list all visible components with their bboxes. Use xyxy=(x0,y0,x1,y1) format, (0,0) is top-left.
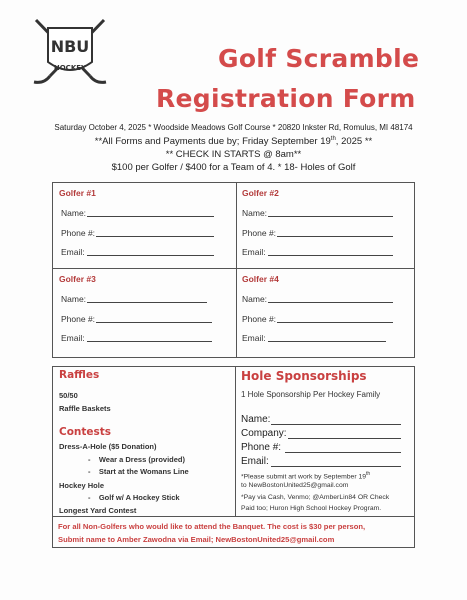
deadline-text: **All Forms and Payments due by; Friday September 19th, 2025 ** xyxy=(94,136,373,148)
sponsor-company-field[interactable] xyxy=(288,438,401,439)
contest-hockey-detail: - Golf w/ A Hockey Stick xyxy=(88,493,180,502)
golfer-1-email-field[interactable] xyxy=(87,255,214,256)
sponsor-name-field[interactable] xyxy=(271,424,401,425)
sponsor-phone-label: Phone #: xyxy=(241,442,282,453)
golfer-1-phone-field[interactable] xyxy=(96,236,214,237)
golfer-2-email-field[interactable] xyxy=(268,255,393,256)
contest-hockey-hole: Hockey Hole xyxy=(59,481,105,490)
banquet-note-2: Submit name to Amber Zawodna via Email; NewBostonUnited25@gmail.com xyxy=(58,535,335,544)
contest-dress-detail-2: - Start at the Womans Line xyxy=(88,467,189,476)
golfer-2-phone-field[interactable] xyxy=(277,236,393,237)
golfer-1-email-label: Email: xyxy=(61,247,85,257)
sponsorship-subtitle: 1 Hole Sponsorship Per Hockey Family xyxy=(241,390,381,399)
golfer-3-name-label: Name: xyxy=(61,294,87,304)
golfer-1-label: Golfer #1 xyxy=(59,188,96,198)
sponsor-note-4: Paid too; Huron High School Hockey Program. xyxy=(241,505,382,512)
golfer-1-name-field[interactable] xyxy=(87,216,214,217)
golfer-3-email-label: Email: xyxy=(61,333,85,343)
bottom-divider-v xyxy=(235,366,236,516)
sponsor-phone-field[interactable] xyxy=(285,452,401,453)
golfer-4-email-label: Email: xyxy=(242,333,266,343)
title-line-1: Golf Scramble xyxy=(218,44,420,73)
golfer-1-name-label: Name: xyxy=(61,208,87,218)
contest-longest-yard: Longest Yard Contest xyxy=(59,506,137,515)
golfer-1-phone-label: Phone #: xyxy=(61,228,96,238)
golfer-4-phone-field[interactable] xyxy=(277,322,393,323)
golfer-grid-divider-h xyxy=(52,268,415,269)
pricing-text: $100 per Golfer / $400 for a Team of 4. * 18- Holes of Golf xyxy=(111,162,356,173)
nbu-hockey-logo xyxy=(30,18,110,94)
sponsor-name-label: Name: xyxy=(241,414,271,425)
sponsor-note-2: to NewBostonUnited25@gmail.com xyxy=(241,482,349,489)
event-details: Saturday October 4, 2025 * Woodside Meadows Golf Course * 20820 Inkster Rd, Romulus, MI 48174 xyxy=(54,123,413,132)
golfer-grid xyxy=(52,182,415,358)
sponsor-email-field[interactable] xyxy=(271,466,401,467)
golfer-2-phone-label: Phone #: xyxy=(242,228,277,238)
logo-subtext: HOCKEY xyxy=(53,64,87,72)
sponsor-company-label: Company: xyxy=(241,428,287,439)
golfer-4-label: Golfer #4 xyxy=(242,274,279,284)
golfer-3-label: Golfer #3 xyxy=(59,274,96,284)
sponsor-note-3: *Pay via Cash, Venmo; @AmberLin84 OR Check xyxy=(241,494,390,501)
check-in-text: ** CHECK IN STARTS @ 8am** xyxy=(165,149,302,160)
golfer-4-email-field[interactable] xyxy=(268,341,386,342)
golfer-3-email-field[interactable] xyxy=(87,341,212,342)
golfer-2-label: Golfer #2 xyxy=(242,188,279,198)
golfer-4-name-field[interactable] xyxy=(268,302,393,303)
sponsorship-title: Hole Sponsorships xyxy=(241,369,367,383)
sponsor-email-label: Email: xyxy=(241,456,269,467)
logo-text: NBU xyxy=(50,37,90,56)
golfer-3-phone-field[interactable] xyxy=(96,322,212,323)
contest-dress-detail-1: - Wear a Dress (provided) xyxy=(88,455,185,464)
raffle-item-5050: 50/50 xyxy=(59,391,78,400)
banquet-note-1: For all Non-Golfers who would like to attend the Banquet. The cost is $30 per person, xyxy=(58,522,366,531)
golfer-4-phone-label: Phone #: xyxy=(242,314,277,324)
contests-title: Contests xyxy=(59,426,112,438)
golfer-2-name-label: Name: xyxy=(242,208,268,218)
sponsor-note-1: *Please submit art work by September 19th xyxy=(241,471,371,481)
golfer-grid-divider-v xyxy=(236,182,237,358)
golfer-4-name-label: Name: xyxy=(242,294,268,304)
golfer-3-name-field[interactable] xyxy=(87,302,207,303)
contest-dress-a-hole: Dress-A-Hole ($5 Donation) xyxy=(59,442,157,451)
golfer-2-email-label: Email: xyxy=(242,247,266,257)
bottom-divider-h xyxy=(52,516,415,517)
title-line-2: Registration Form xyxy=(156,84,416,113)
golfer-3-phone-label: Phone #: xyxy=(61,314,96,324)
raffle-item-baskets: Raffle Baskets xyxy=(59,404,111,413)
golfer-2-name-field[interactable] xyxy=(268,216,393,217)
raffles-title: Raffles xyxy=(59,369,100,381)
